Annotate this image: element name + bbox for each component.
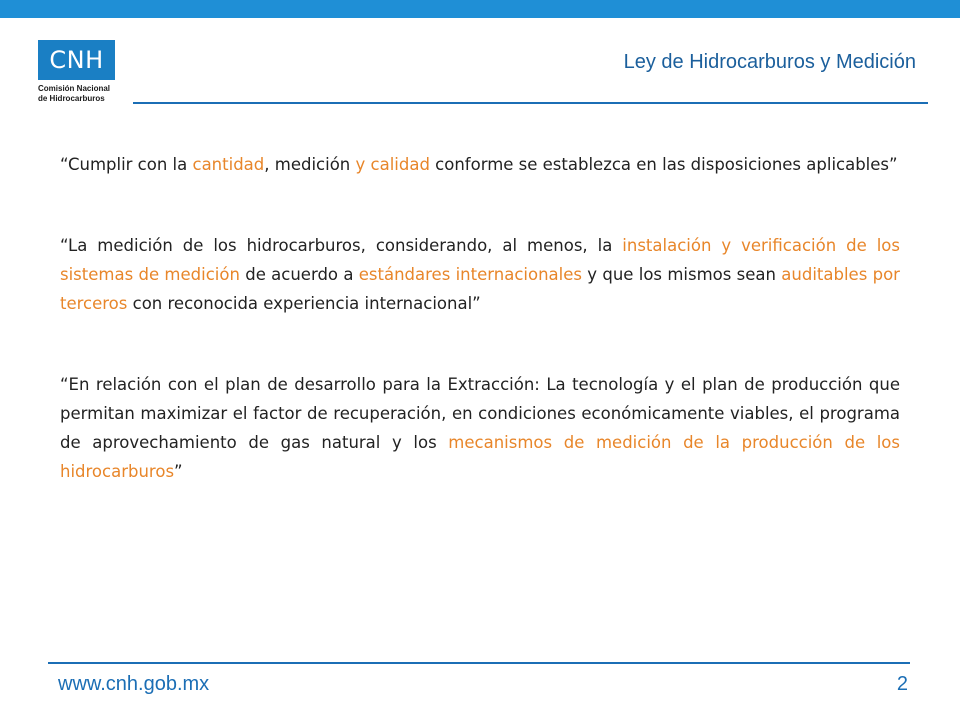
highlight-text: y calidad xyxy=(355,155,430,174)
cnh-logo xyxy=(38,40,128,110)
quote-text: “Cumplir con la xyxy=(60,155,193,174)
highlight-text: auditables por terceros xyxy=(60,265,900,313)
page-title: Ley de Hidrocarburos y Medición xyxy=(623,51,916,73)
highlight-text: mecanismos de medición de la producción de los hidrocarburos xyxy=(60,433,900,481)
highlight-text: cantidad xyxy=(192,155,265,174)
quote-paragraph-1 xyxy=(60,150,900,179)
logo-line-1: Comisión Nacional xyxy=(38,84,111,93)
main-content xyxy=(60,150,900,538)
quote-text: de acuerdo a xyxy=(239,265,359,284)
logo-mark: CNH xyxy=(38,40,115,80)
quote-text: “La medición de los hidrocarburos, considerando, al menos, la xyxy=(60,236,623,255)
logo-line-2: de Hidrocarburos xyxy=(38,94,105,103)
quote-text: conforme se establezca en las disposiciones aplicables” xyxy=(429,155,898,174)
highlight-text: estándares internacionales xyxy=(358,265,582,284)
footer-divider xyxy=(48,662,910,664)
highlight-text: instalación y verificación de los sistemas de medición xyxy=(60,236,900,284)
quote-text: y que los mismos sean xyxy=(581,265,782,284)
footer-website-link[interactable]: www.cnh.gob.mx xyxy=(58,673,210,695)
quote-paragraph-3 xyxy=(60,370,900,486)
quote-paragraph-2 xyxy=(60,231,900,318)
quote-text: , medición xyxy=(264,155,356,174)
top-accent-bar xyxy=(0,0,960,18)
quote-text: ” xyxy=(174,462,183,481)
title-divider xyxy=(133,102,928,104)
quote-text: “En relación con el plan de desarrollo para la Extracción: La tecnología y el plan de producción que permitan maximizar el factor de recuperación, en condiciones económicamente viables, el programa de aprovechamiento de gas natural y los xyxy=(60,375,900,452)
quote-text: con reconocida experiencia internacional” xyxy=(127,294,481,313)
page-number: 2 xyxy=(896,673,908,695)
